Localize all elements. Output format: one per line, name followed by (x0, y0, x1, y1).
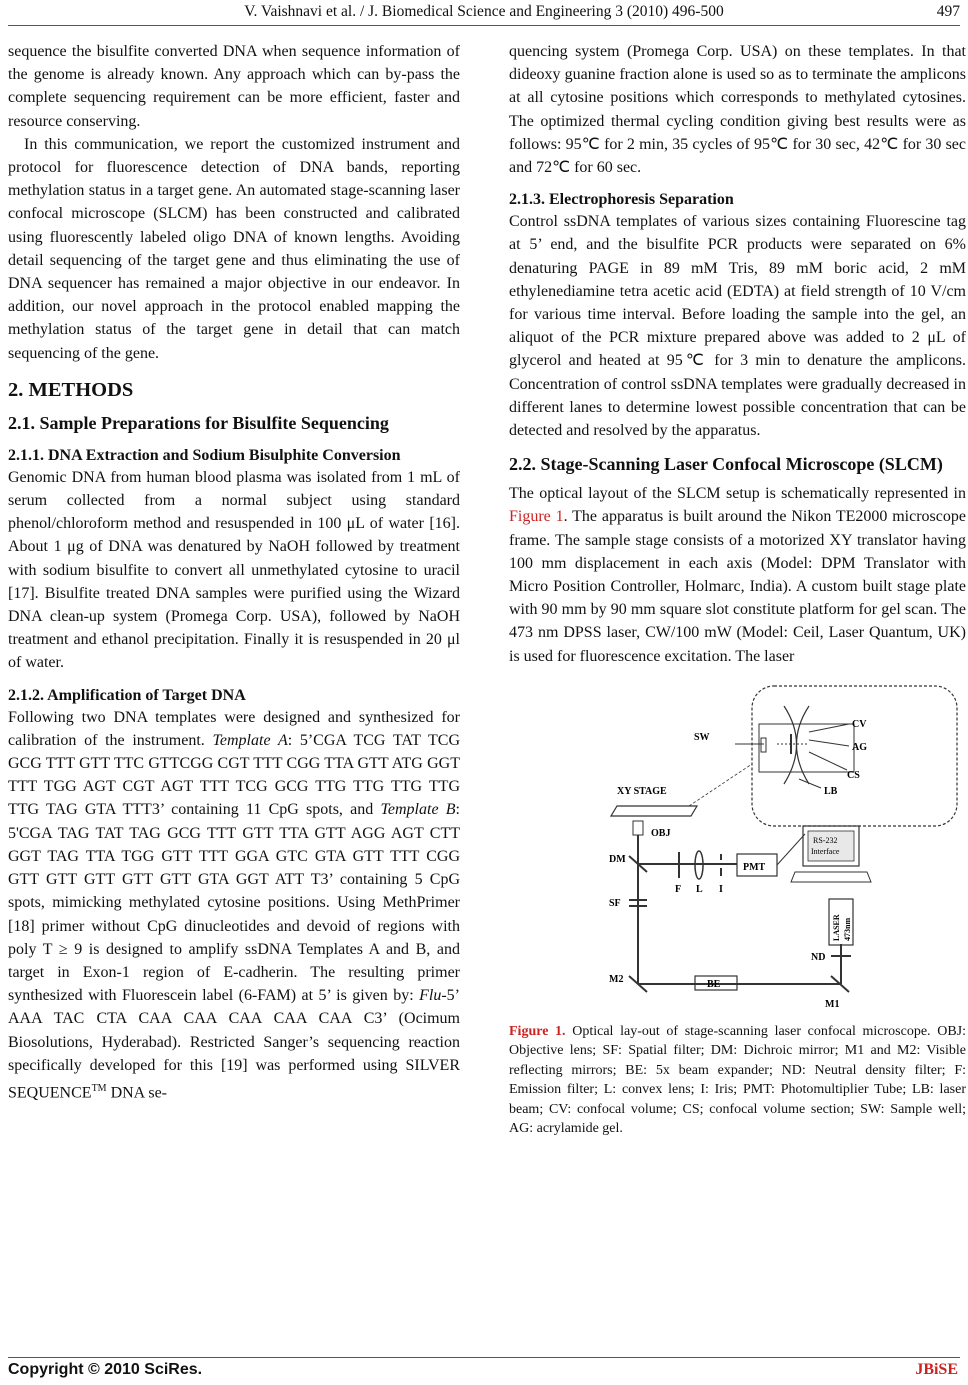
leader-line (809, 724, 849, 732)
label-cv: CV (852, 718, 867, 730)
label-m2: M2 (609, 973, 624, 985)
label-m1: M1 (825, 998, 840, 1010)
sample-well-box (759, 724, 854, 772)
label-nd: ND (811, 951, 826, 963)
paragraph: sequence the bisulfite converted DNA when sequence information of the genome is already known. Any approach which can by-pass the complete sequencing requirement can be more efficient, faster and resource conserving. (8, 43, 460, 130)
text-run-italic: Flu (419, 987, 442, 1005)
paragraph: quencing system (Promega Corp. USA) on these templates. In that dideoxy guanine fraction alone is used so as to terminate the amplicons at all cytosine positions which corresponds to methylated cytosines. The optimized thermal cycling condition giving best results were as follows: 95℃ for 2 min, 35 cycles of 95℃ for 30 sec, 42℃ for 30 sec and 72℃ for 60 sec. (509, 43, 966, 177)
label-be: BE (707, 978, 721, 990)
subsubsection-heading: 2.1.1. DNA Extraction and Sodium Bisulphite Conversion (8, 446, 401, 464)
label-rs232: RS-232 (813, 835, 838, 845)
label-lb: LB (824, 785, 838, 797)
text-run-italic: Template B (380, 801, 456, 819)
label-f: F (675, 883, 682, 895)
figure-link[interactable]: Figure 1 (509, 508, 564, 526)
subsection-heading: 2.2. Stage-Scanning Laser Confocal Microscope (SLCM) (509, 454, 943, 475)
running-head-text: V. Vaishnavi et al. / J. Biomedical Science and Engineering 3 (2010) 496-500 (244, 3, 724, 20)
subsubsection-heading: 2.1.2. Amplification of Target DNA (8, 686, 246, 704)
subsection-heading: 2.1. Sample Preparations for Bisulfite Sequencing (8, 412, 389, 433)
label-l: L (696, 883, 703, 895)
zoom-leader (689, 764, 752, 806)
label-wavelength: 473nm (843, 917, 852, 941)
leader-line (799, 779, 821, 788)
objective-lens (633, 821, 643, 835)
label-interface: Interface (811, 846, 840, 856)
caption-text: Optical lay-out of stage-scanning laser confocal microscope. OBJ: Objective lens; SF: Spatial filter; DM: Dichroic mirror; M1 and M2: Visible reflecting mirrors; BE: 5x beam expander; ND: Neutral density filter; F: Emission filter; L: convex lens; I: Iris; PMT: Photomultiplier Tube; LB: laser beam; CV: confocal volume; CS; confocal volume section; SW: Sample well; AG: acrylamide gel. (509, 1023, 966, 1137)
label-dm: DM (609, 853, 626, 865)
signal-cable (777, 834, 805, 865)
journal-abbrev: JBiSE (915, 1361, 958, 1378)
trademark-superscript: TM (91, 1082, 107, 1094)
caption-label: Figure 1. (509, 1023, 566, 1039)
text-run: The optical layout of the SLCM setup is schematically represented in (509, 485, 966, 503)
figure-caption (509, 1022, 966, 1139)
paragraph: In this communication, we report the customized instrument and protocol for fluorescence detection of DNA bands, reporting methylation status in a target gene. An automated stage-scanning laser confocal microscope (SLCM) has been constructed and calibrated using fluorescently labeled oligo DNA of known lengths. Avoiding detail sequencing of the target gene and thus eliminating the use of DNA sequencer has remained a major objective in our endeavor. In addition, our novel approach in the protocol enabled mapping the methylation status of the target gene in detail that can match sequencing of the gene. (8, 135, 460, 362)
label-i: I (719, 883, 723, 895)
keyboard (791, 872, 871, 882)
leader-line (809, 740, 849, 746)
text-run: . The apparatus is built around the Nikon TE2000 microscope frame. The sample stage consists of a motorized XY translator having 100 mm displacement in each axis (Model: DPM Translator with Micro Position Controller, Holmarc, India). A custom built stage plate with 90 mm by 90 mm square slot constitute platform for gel scan. The 473 nm DPSS laser, CW/100 mW (Model: Ceil, Laser Quantum, UK) is used for fluorescence excitation. The laser (509, 508, 966, 665)
label-obj: OBJ (651, 827, 671, 839)
xy-stage (611, 806, 697, 816)
copyright-notice: Copyright © 2010 SciRes. (8, 1361, 203, 1378)
sample-well (761, 738, 766, 752)
paragraph (509, 482, 966, 668)
figure-optical-layout (509, 684, 966, 1014)
page-number: 497 (936, 3, 960, 20)
label-laser: LASER (832, 914, 841, 941)
text-run: DNA se- (106, 1084, 167, 1102)
paragraph: Control ssDNA templates of various sizes containing Fluorescine tag at 5’ end, and the bisulfite PCR products were separated on 6% denaturing PAGE in 89 mM Tris, 89 mM boric acid, 2 mM ethylenediamine tetra acetic acid (EDTA) at field strength of 10 V/cm for various time interval. Before loading the sample into the gel, an aliquot of the PCR mixture prepared above was added to 2 μL of glycerol and heated at 95℃ for 3 min to denature the amplicons. Concentration of control ssDNA templates were gradually decreased in different lanes to determine lowest possible concentration that can be detected and resolved by the apparatus. (509, 213, 966, 440)
header-divider (8, 25, 960, 26)
text-run: : 5’CGA TCG TAT TCG GCG TTT GTT TTC GTTCGG CGT TTT CGG TTA GTT ATG GGT TTT TGG AGT CGT AGT TTT TCG GCG TTG TTG TTG TTG TTG TAG GTA TTT3’ containing 11 CpG spots, and (8, 731, 461, 819)
section-heading-methods: 2. METHODS (8, 378, 134, 401)
label-sf: SF (609, 897, 621, 909)
right-column (509, 40, 966, 1139)
left-column (8, 40, 460, 1104)
footer-divider (8, 1357, 960, 1358)
subsubsection-heading: 2.1.3. Electrophoresis Separation (509, 191, 734, 209)
running-header (0, 0, 968, 24)
text-run: Following two DNA templates were designed and synthesized for calibration of the instrument. (8, 708, 460, 749)
leader-line (809, 752, 847, 770)
text-run: -5’ AAA TAC CTA CAA CAA CAA CAA CAA C3’ (Ocimum Biosolutions, Hyderabad). Restricted Sanger’s sequencing reaction specifically developed for this [19] was performed using SILVER SEQUENCE (8, 987, 460, 1102)
text-run-italic: Template A (212, 731, 288, 749)
text-run: : 5'CGA TAG TAT TAG GCG TTT GTT TTA GTT AGG AGT CTT GGT TAG TTA TGG GTT TTT GGA GTC GTA GTT TTT CGG GTT GTT GTT GTT GTT GTA GGT ATT T3’ containing 5 CpG spots, mimicking methylated cytosine positions. Using MethPrimer [18] primer without CpG dinucleotides and devoid of regions with poly T ≥ 9 is designed to amplify ssDNA Templates A and B, and target in Exon-1 region of E-cadherin. The resulting primer synthesized with Fluorescein label (6-FAM) at 5’ is given by: (8, 801, 460, 1005)
label-sw: SW (694, 731, 710, 743)
label-cs: CS (847, 769, 860, 781)
label-xy-stage: XY STAGE (617, 785, 667, 797)
label-pmt: PMT (743, 861, 766, 873)
optical-layout-diagram (509, 684, 966, 1014)
paragraph: Genomic DNA from human blood plasma was isolated from 1 mL of serum collected from a normal subject using standard phenol/chloroform method and resuspended in 100 μL of water [16]. About 1 μg of DNA was denatured by NaOH followed by treatment with sodium bisulfite to convert all unmethylated cytosine to uracil [17]. Bisulfite treated DNA samples were purified using the Wizard DNA clean-up system (Promega Corp. USA), followed by NaOH treatment and ethanol precipitation. Finally it is resuspended in 20 μl of water. (8, 468, 460, 672)
label-ag: AG (852, 741, 867, 753)
paragraph (8, 706, 460, 1105)
